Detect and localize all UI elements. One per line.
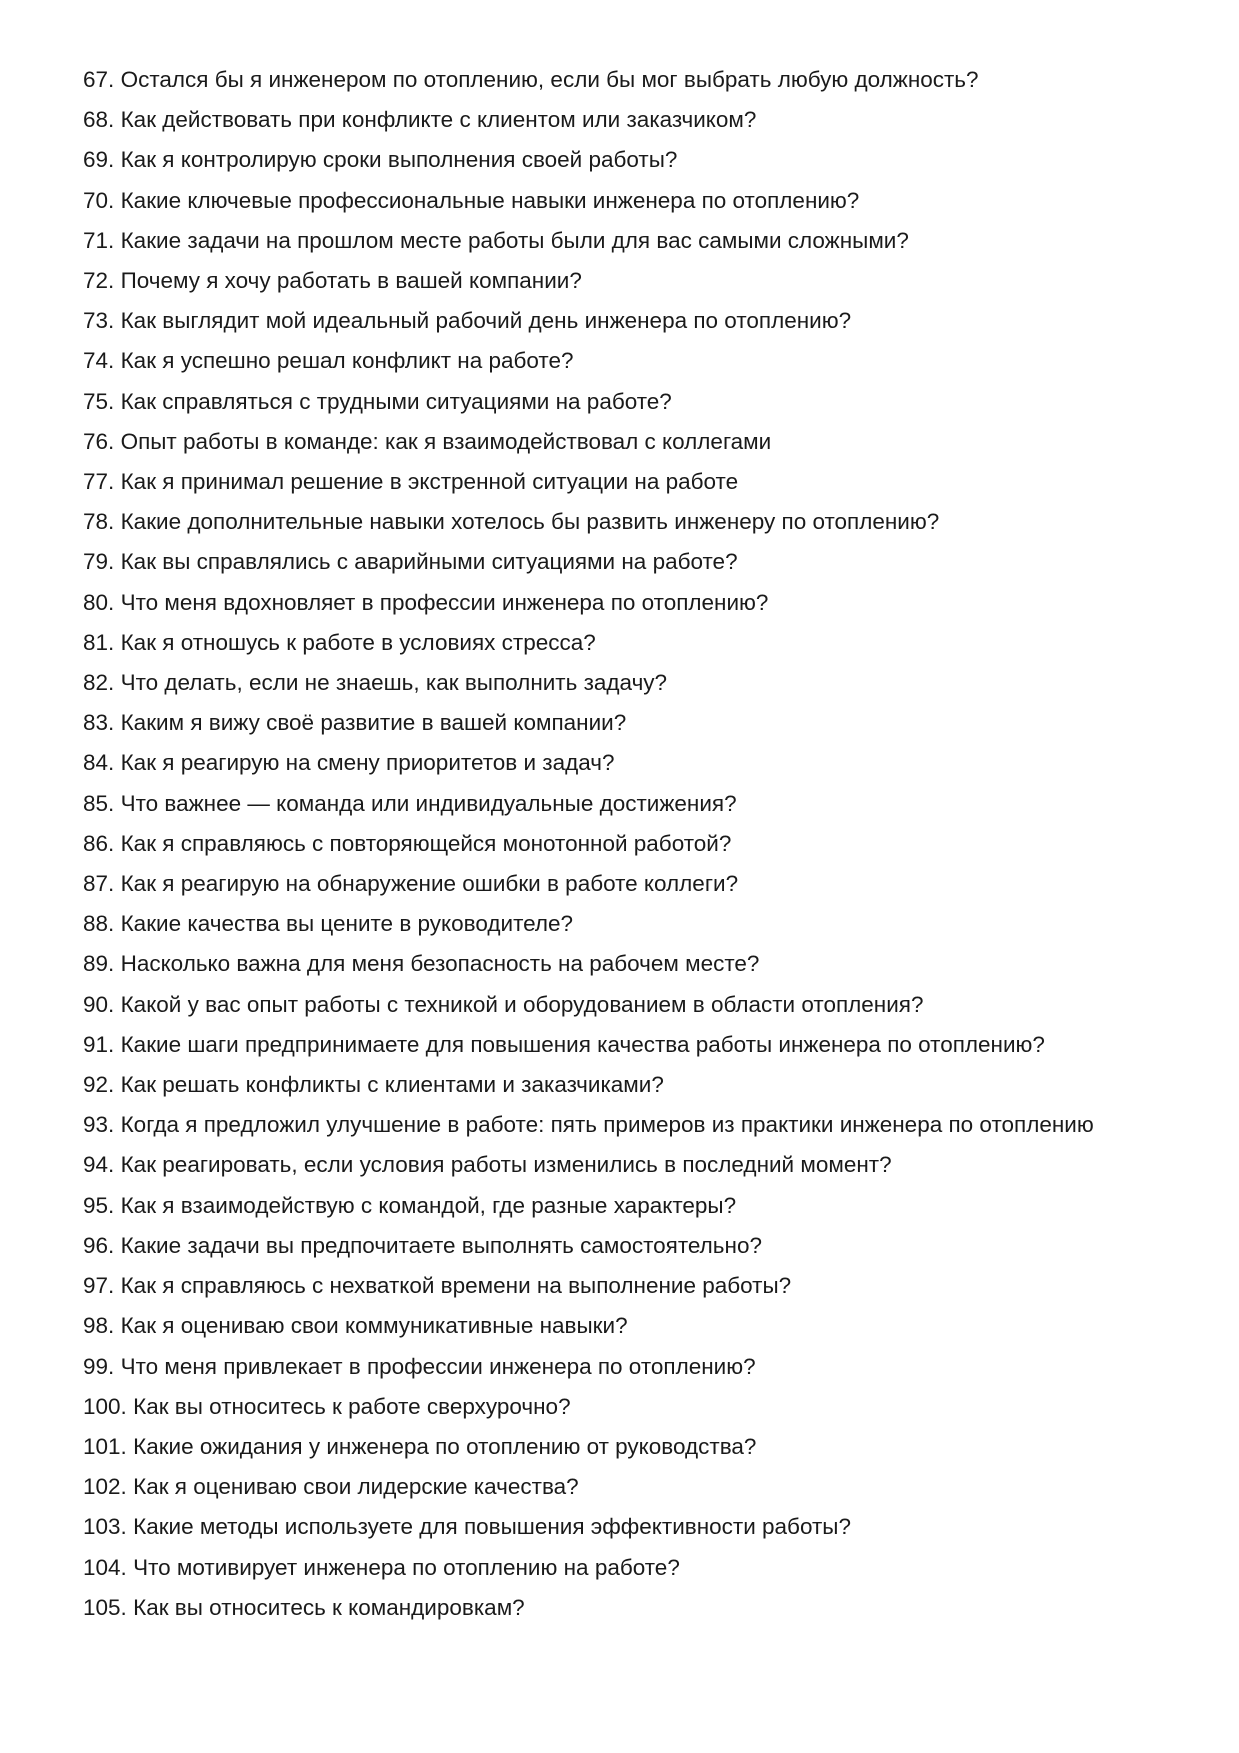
question-text: Какие дополнительные навыки хотелось бы развить инженеру по отоплению? <box>120 509 940 535</box>
question-item <box>83 462 1183 502</box>
question-text: Как я отношусь к работе в условиях стресса? <box>120 629 596 655</box>
question-number: 98. <box>83 1313 115 1339</box>
question-item <box>83 1588 1183 1628</box>
question-text: Как я взаимодействую с командой, где разные характеры? <box>120 1192 737 1218</box>
question-number: 80. <box>83 589 115 615</box>
question-item <box>83 1025 1183 1065</box>
question-text: Как решать конфликты с клиентами и заказчиками? <box>120 1072 664 1098</box>
question-number: 92. <box>83 1072 115 1098</box>
question-item <box>83 864 1183 904</box>
question-number: 87. <box>83 871 115 897</box>
question-item <box>83 1347 1183 1387</box>
question-text: Остался бы я инженером по отоплению, если бы мог выбрать любую должность? <box>120 67 979 92</box>
question-text: Когда я предложил улучшение в работе: пять примеров из практики инженера по отоплению <box>120 1112 1094 1138</box>
question-number: 94. <box>83 1152 115 1178</box>
question-item <box>83 221 1183 261</box>
question-number: 86. <box>83 830 115 856</box>
question-number: 97. <box>83 1273 115 1299</box>
question-number: 88. <box>83 911 115 937</box>
question-number: 74. <box>83 348 115 374</box>
question-number: 75. <box>83 388 115 414</box>
question-text: Какие качества вы цените в руководителе? <box>120 911 574 937</box>
question-number: 104. <box>83 1554 127 1580</box>
question-text: Как выглядит мой идеальный рабочий день инженера по отоплению? <box>120 308 852 334</box>
question-text: Как вы относитесь к работе сверхурочно? <box>133 1393 571 1419</box>
question-text: Какие задачи вы предпочитаете выполнять самостоятельно? <box>120 1232 762 1258</box>
question-text: Что важнее — команда или индивидуальные достижения? <box>120 790 737 816</box>
question-number: 83. <box>83 710 115 736</box>
question-number: 70. <box>83 187 115 213</box>
question-number: 93. <box>83 1112 115 1138</box>
document-page <box>83 60 1183 1628</box>
question-text: Что меня вдохновляет в профессии инженера по отоплению? <box>120 589 769 615</box>
question-number: 95. <box>83 1192 115 1218</box>
question-text: Почему я хочу работать в вашей компании? <box>120 268 582 294</box>
question-item <box>83 301 1183 341</box>
question-item <box>83 784 1183 824</box>
question-number: 96. <box>83 1232 115 1258</box>
question-text: Какие шаги предпринимаете для повышения качества работы инженера по отоплению? <box>120 1031 1045 1057</box>
question-item <box>83 583 1183 623</box>
question-item <box>83 1548 1183 1588</box>
question-item <box>83 1186 1183 1226</box>
question-text: Как я принимал решение в экстренной ситуации на работе <box>120 469 739 495</box>
question-item <box>83 181 1183 221</box>
question-number: 81. <box>83 629 115 655</box>
question-number: 71. <box>83 227 115 253</box>
question-text: Как я контролирую сроки выполнения своей работы? <box>120 147 678 173</box>
question-item <box>83 382 1183 422</box>
question-number: 101. <box>83 1433 127 1459</box>
question-item <box>83 1145 1183 1185</box>
question-item <box>83 140 1183 180</box>
question-item <box>83 904 1183 944</box>
question-text: Как реагировать, если условия работы изменились в последний момент? <box>120 1152 892 1178</box>
question-item <box>83 60 1183 100</box>
question-item <box>83 1467 1183 1507</box>
question-text: Как вы относитесь к командировкам? <box>133 1594 525 1620</box>
question-number: 77. <box>83 469 115 495</box>
question-item <box>83 502 1183 542</box>
question-number: 103. <box>83 1514 127 1540</box>
question-number: 79. <box>83 549 115 575</box>
question-text: Каким я вижу своё развитие в вашей компании? <box>120 710 627 736</box>
question-number: 105. <box>83 1594 127 1620</box>
question-number: 82. <box>83 670 115 696</box>
question-number: 76. <box>83 428 115 454</box>
question-item <box>83 341 1183 381</box>
question-text: Как я успешно решал конфликт на работе? <box>120 348 574 374</box>
question-item <box>83 542 1183 582</box>
question-text: Какие задачи на прошлом месте работы были для вас самыми сложными? <box>120 227 909 253</box>
question-item <box>83 623 1183 663</box>
question-number: 91. <box>83 1031 115 1057</box>
question-item <box>83 1306 1183 1346</box>
question-number: 69. <box>83 147 115 173</box>
question-item <box>83 422 1183 462</box>
question-text: Как я реагирую на обнаружение ошибки в работе коллеги? <box>120 871 739 897</box>
question-number: 72. <box>83 268 115 294</box>
question-item <box>83 1266 1183 1306</box>
question-text: Какие ожидания у инженера по отоплению от руководства? <box>133 1433 757 1459</box>
question-number: 68. <box>83 107 115 133</box>
question-number: 99. <box>83 1353 115 1379</box>
question-text: Насколько важна для меня безопасность на рабочем месте? <box>120 951 760 977</box>
question-item <box>83 1507 1183 1547</box>
question-text: Какие методы используете для повышения эффективности работы? <box>133 1514 851 1540</box>
question-number: 85. <box>83 790 115 816</box>
question-item <box>83 824 1183 864</box>
question-text: Как я реагирую на смену приоритетов и задач? <box>120 750 615 776</box>
question-number: 102. <box>83 1474 127 1500</box>
question-text: Как вы справлялись с аварийными ситуациями на работе? <box>120 549 738 575</box>
question-list <box>83 60 1183 1628</box>
question-number: 67. <box>83 67 115 92</box>
question-text: Как действовать при конфликте с клиентом или заказчиком? <box>120 107 757 133</box>
question-number: 78. <box>83 509 115 535</box>
question-item <box>83 1065 1183 1105</box>
question-text: Как справляться с трудными ситуациями на работе? <box>120 388 672 414</box>
question-text: Что меня привлекает в профессии инженера по отоплению? <box>120 1353 756 1379</box>
question-number: 100. <box>83 1393 127 1419</box>
question-number: 90. <box>83 991 115 1017</box>
question-text: Как я оцениваю свои коммуникативные навыки? <box>120 1313 628 1339</box>
question-text: Опыт работы в команде: как я взаимодействовал с коллегами <box>120 428 772 454</box>
question-item <box>83 663 1183 703</box>
question-number: 89. <box>83 951 115 977</box>
question-item <box>83 1387 1183 1427</box>
question-item <box>83 985 1183 1025</box>
question-item <box>83 100 1183 140</box>
question-text: Что делать, если не знаешь, как выполнить задачу? <box>120 670 668 696</box>
question-text: Как я справляюсь с повторяющейся монотонной работой? <box>120 830 732 856</box>
question-text: Как я оцениваю свои лидерские качества? <box>133 1474 579 1500</box>
question-item <box>83 743 1183 783</box>
question-number: 84. <box>83 750 115 776</box>
question-text: Что мотивирует инженера по отоплению на работе? <box>133 1554 680 1580</box>
question-text: Какой у вас опыт работы с техникой и оборудованием в области отопления? <box>120 991 924 1017</box>
question-item <box>83 261 1183 301</box>
question-item <box>83 944 1183 984</box>
question-item <box>83 1105 1183 1145</box>
question-number: 73. <box>83 308 115 334</box>
question-text: Как я справляюсь с нехваткой времени на выполнение работы? <box>120 1273 792 1299</box>
question-text: Какие ключевые профессиональные навыки инженера по отоплению? <box>120 187 860 213</box>
question-item <box>83 1427 1183 1467</box>
question-item <box>83 1226 1183 1266</box>
question-item <box>83 703 1183 743</box>
